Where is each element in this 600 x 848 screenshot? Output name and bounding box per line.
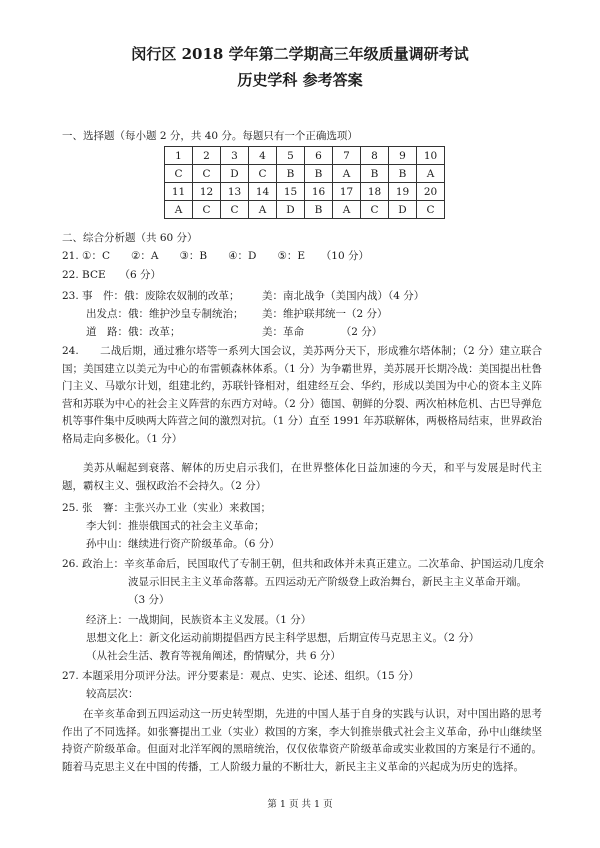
answer-table-cell: 16 (305, 183, 333, 201)
answer-table-row (165, 201, 445, 219)
answer-table-cell: 17 (333, 183, 361, 201)
q26-line-6: （从社会生活、教育等视角阐述，酌情赋分，共 6 分） (86, 650, 341, 662)
answer-table-cell: A (333, 201, 361, 219)
answer-table-cell: C (165, 165, 193, 183)
q21-answer: 21. ①：C ②：A ③：B ④：D ⑤：E （10 分） (62, 250, 369, 262)
q26-line-4: 经济上：一战期间，民族资本主义发展。（1 分） (86, 614, 312, 626)
q23-row-event-us: 美：南北战争（美国内战）（4 分） (262, 290, 425, 302)
answer-table-cell: 2 (193, 147, 221, 165)
answer-table-cell: C (249, 165, 277, 183)
answer-table-cell: 6 (305, 147, 333, 165)
answer-table-cell: 4 (249, 147, 277, 165)
q23-row-motive-us: 美：维护联邦统一（2 分） (262, 308, 388, 320)
q25-line-2: 李大钊：推崇俄国式的社会主义革命； (86, 520, 265, 532)
answer-table-cell: 10 (417, 147, 445, 165)
q23-row-path-ru: 道 路：俄：改革； (86, 326, 181, 338)
q25-line-1: 25. 张 謇：主张兴办工业（实业）来救国； (62, 502, 272, 514)
answer-table-cell: B (277, 165, 305, 183)
answer-table-cell: 15 (277, 183, 305, 201)
answer-table-cell: B (305, 165, 333, 183)
page-title: 闵行区 2018 学年第二学期高三年级质量调研考试 (131, 45, 469, 63)
answer-table-cell: A (417, 165, 445, 183)
q23-row-event-ru: 23. 事 件：俄：废除农奴制的改革； (62, 290, 240, 302)
answer-table-cell: B (305, 201, 333, 219)
answer-table-cell: D (389, 201, 417, 219)
q26-line-2: 波显示旧民主主义革命落幕。五四运动无产阶级登上政治舞台，新民主主义革命开端。 (128, 576, 527, 588)
page-footer: 第 1 页 共 1 页 (267, 799, 333, 810)
q23-row-path-us: 美：革命 （2 分） (262, 326, 383, 338)
answer-table-cell: A (165, 201, 193, 219)
answer-table-cell: B (361, 165, 389, 183)
answer-table-cell: 9 (389, 147, 417, 165)
answer-table-cell: B (389, 165, 417, 183)
answer-table-cell: 13 (221, 183, 249, 201)
answer-table-cell: 18 (361, 183, 389, 201)
q26-line-3: （3 分） (128, 594, 170, 606)
answer-table-cell: D (221, 165, 249, 183)
q27-paragraph: 在辛亥革命到五四运动这一历史转型期，先进的中国人基于自身的实践与认识，对中国出路的思考作出了不同选择。如张謇提出工业（实业）救国的方案，李大钊推崇俄式社会主义革命，孙中山继续坚持资产阶级革命。但面对北洋军阀的黑暗统治，仅仅依靠资产阶级革命或实业救国的方案是行不通的。随着马克思主义在中国的传播，工人阶级力量的不断壮大，新民主主义革命的兴起成为历史的选择。 (62, 708, 542, 773)
answer-table-cell: 12 (193, 183, 221, 201)
answer-table-row (165, 165, 445, 183)
q24-paragraph-1: 24. 二战后期，通过雅尔塔等一系列大国会议，美苏两分天下，形成雅尔塔体制；（2 分）建立联合国；美国建立以美元为中心的布雷顿森林体系。（1 分）为争霸世界，美苏展开长期冷战：美国提出杜鲁门主义、马歇尔计划，组建北约，苏联针锋相对，组建经互会、华约，形成以美国为中心的资本主义阵营和苏联为中心的社会主义阵营的东西方对峙。（2 分）德国、朝鲜的分裂、两次柏林危机、古巴导弹危机等事件集中反映两大阵营之间的激烈对抗。（1 分）直至 1991 年苏联解体，两极格局结束，世界政治格局走向多极化。（1 分） (62, 345, 542, 445)
answer-table-cell: 5 (277, 147, 305, 165)
q24-paragraph-2: 美苏从崛起到衰落、解体的历史启示我们，在世界整体化日益加速的今天，和平与发展是时代主题，霸权主义、强权政治不会持久。（2 分） (62, 462, 542, 492)
answer-table-row (165, 183, 445, 201)
answer-table-cell: 8 (361, 147, 389, 165)
answer-table-cell: C (193, 201, 221, 219)
answer-table-cell: C (193, 165, 221, 183)
q26-line-5: 思想文化上：新文化运动前期提倡西方民主科学思想，后期宣传马克思主义。（2 分） (86, 632, 480, 644)
section2-heading: 二、综合分析题（共 60 分） (62, 232, 198, 244)
answer-table-cell: C (417, 201, 445, 219)
answer-table-cell: 1 (165, 147, 193, 165)
answer-table (164, 146, 445, 219)
answer-table-row (165, 147, 445, 165)
answer-table-cell: A (249, 201, 277, 219)
answer-table-cell: 11 (165, 183, 193, 201)
answer-table-cell: 7 (333, 147, 361, 165)
answer-table-cell: C (361, 201, 389, 219)
q27-line-2: 较高层次： (86, 688, 139, 700)
answer-table-cell: A (333, 165, 361, 183)
answer-table-cell: C (221, 201, 249, 219)
q25-line-3: 孙中山：继续进行资产阶级革命。（6 分） (86, 538, 280, 550)
q22-answer: 22. BCE （6 分） (62, 269, 162, 281)
answer-table-cell: D (277, 201, 305, 219)
answer-table-cell: 14 (249, 183, 277, 201)
answer-table-cell: 19 (389, 183, 417, 201)
q23-row-motive-ru: 出发点：俄：维护沙皇专制统治； (86, 308, 244, 320)
q27-line-1: 27. 本题采用分项评分法。评分要素是：观点、史实、论述、组织。（15 分） (62, 670, 419, 682)
answer-table-cell: 3 (221, 147, 249, 165)
section1-heading: 一、选择题（每小题 2 分，共 40 分。每题只有一个正确选项） (62, 130, 358, 142)
page-subtitle: 历史学科 参考答案 (237, 71, 363, 89)
q26-line-1: 26. 政治上：辛亥革命后，民国取代了专制王朝，但共和政体并未真正建立。二次革命、护国运动几度余 (62, 558, 545, 570)
answer-table-cell: 20 (417, 183, 445, 201)
